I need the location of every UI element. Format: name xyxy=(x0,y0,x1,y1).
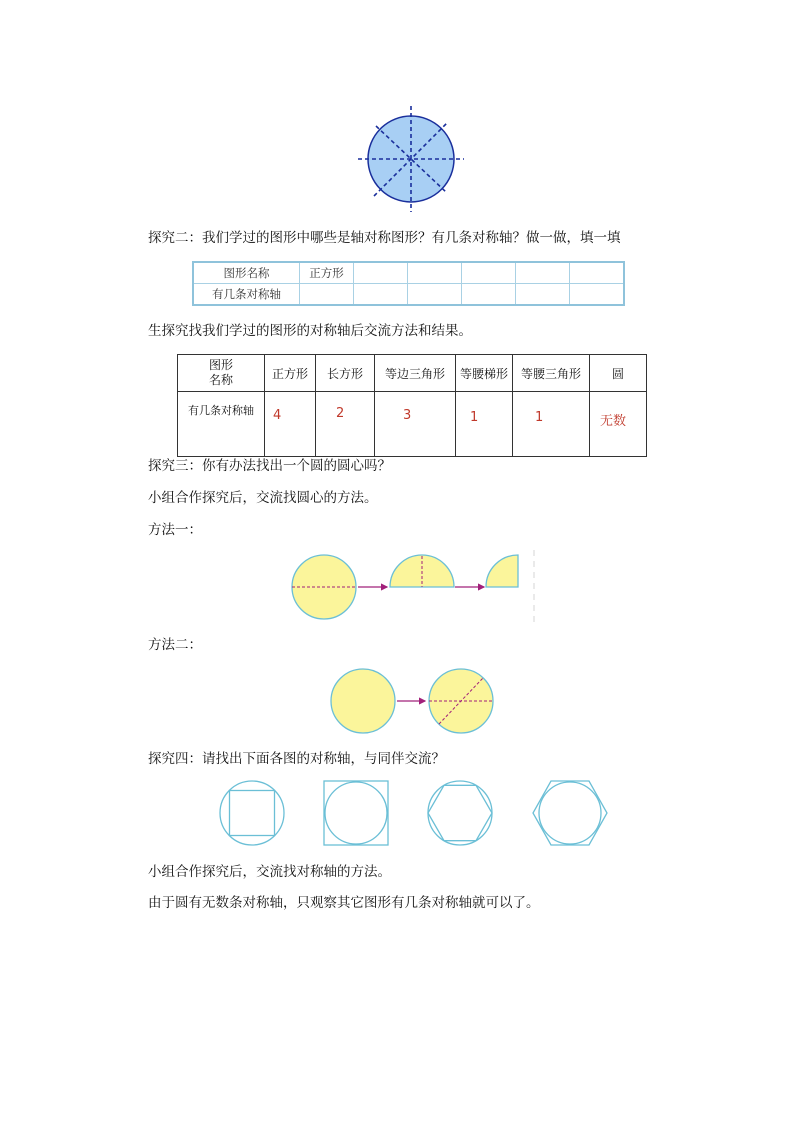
blank-table-row1-label: 图形名称 xyxy=(193,262,300,284)
conclusion: 由于圆有无数条对称轴，只观察其它图形有几条对称轴就可以了。 xyxy=(148,895,540,911)
blank-cell[interactable] xyxy=(462,284,516,306)
blank-cell[interactable] xyxy=(300,284,354,306)
blank-table xyxy=(192,261,625,306)
method1-figure xyxy=(290,550,540,625)
explore3-title: 探究三：你有办法找出一个圆的圆心吗？ xyxy=(148,458,391,474)
quarter-circle xyxy=(486,555,518,587)
shape-header: 圆 xyxy=(590,355,647,392)
method1-label: 方法一： xyxy=(148,522,202,538)
shape-header: 长方形 xyxy=(316,355,375,392)
group-note: 小组合作探究后，交流找圆心的方法。 xyxy=(148,490,378,506)
answer-count: 3 xyxy=(403,408,412,423)
blank-cell[interactable] xyxy=(462,262,516,284)
blank-table-first-shape: 正方形 xyxy=(300,262,354,284)
explore4-title: 探究四：请找出下面各图的对称轴，与同伴交流？ xyxy=(148,751,445,767)
filled-table-row-label: 有几条对称轴 xyxy=(178,392,265,457)
circle-in-hexagon[interactable] xyxy=(533,778,607,848)
hexagon-in-circle[interactable] xyxy=(427,780,493,846)
answer-count: 1 xyxy=(535,410,544,425)
square-in-circle[interactable] xyxy=(219,780,285,846)
blank-cell[interactable] xyxy=(516,284,570,306)
method2-label: 方法二： xyxy=(148,637,202,653)
blank-cell[interactable] xyxy=(408,262,462,284)
filled-table xyxy=(177,354,647,457)
shape-header: 等边三角形 xyxy=(375,355,456,392)
blank-cell[interactable] xyxy=(354,284,408,306)
filled-table-header-label: 图形 名称 xyxy=(178,355,265,392)
blank-cell[interactable] xyxy=(516,262,570,284)
shape-header: 正方形 xyxy=(265,355,316,392)
blank-cell[interactable] xyxy=(408,284,462,306)
circle-symmetry-figure xyxy=(356,106,466,216)
method2-figure xyxy=(330,666,496,736)
answer-count: 1 xyxy=(470,410,479,425)
circle-in-square[interactable] xyxy=(323,780,389,846)
shape-header: 等腰三角形 xyxy=(513,355,590,392)
explore2-title: 探究二：我们学过的图形中哪些是轴对称图形？有几条对称轴？做一做，填一填 xyxy=(148,230,621,246)
answer-count: 无数 xyxy=(600,414,627,429)
group-note2: 小组合作探究后，交流找对称轴的方法。 xyxy=(148,864,391,880)
full-circle xyxy=(331,669,395,733)
blank-cell[interactable] xyxy=(570,262,625,284)
answer-count: 2 xyxy=(336,406,345,421)
blank-table-row2-label: 有几条对称轴 xyxy=(193,284,300,306)
blank-cell[interactable] xyxy=(354,262,408,284)
blank-cell[interactable] xyxy=(570,284,625,306)
answer-count: 4 xyxy=(273,408,282,423)
student-note: 生探究找我们学过的图形的对称轴后交流方法和结果。 xyxy=(148,323,472,339)
shape-header: 等腰梯形 xyxy=(456,355,513,392)
